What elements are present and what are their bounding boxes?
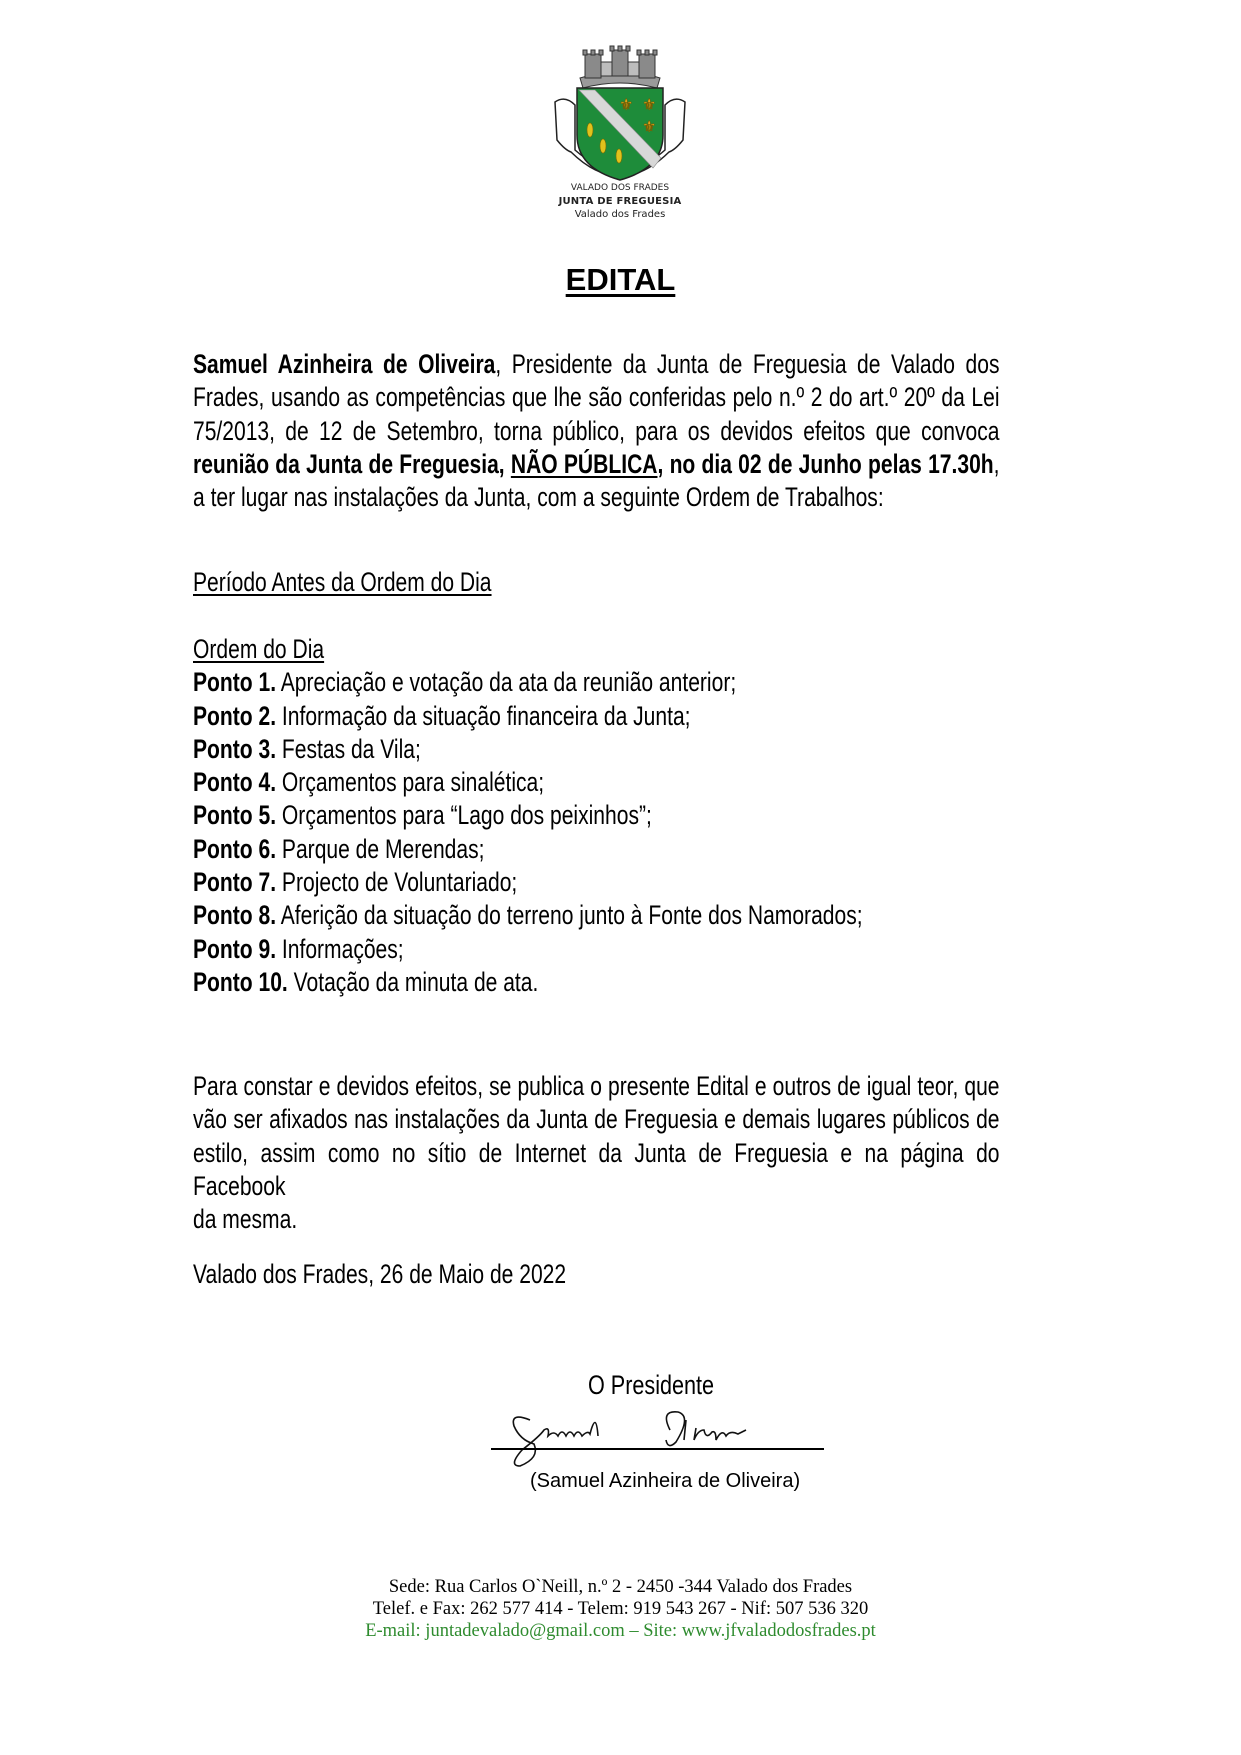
agenda-heading: Ordem do Dia xyxy=(193,634,325,664)
organization-name xyxy=(520,195,720,221)
intro-line-5: a ter lugar nas instalações da Junta, com a seguinte Ordem de Trabalhos: xyxy=(193,482,884,513)
closing-line-3: estilo, assim como no sítio de Internet da Junta de Freguesia e na página do Facebook xyxy=(193,1137,1000,1201)
period-heading xyxy=(193,566,1000,599)
agenda-item xyxy=(193,733,1000,766)
agenda-item-text: Parque de Merendas; xyxy=(276,833,485,864)
handwritten-signature xyxy=(500,1400,830,1470)
meeting-datetime: , no dia 02 de Junho pelas 17.30h xyxy=(657,448,994,479)
agenda-item xyxy=(193,666,1000,699)
agenda-item xyxy=(193,833,1000,866)
agenda-item-label: Ponto 1. xyxy=(193,667,277,698)
agenda-item xyxy=(193,933,1000,966)
agenda-item xyxy=(193,966,1000,999)
agenda-item-text: Apreciação e votação da ata da reunião anterior; xyxy=(276,667,737,698)
svg-text:⚜: ⚜ xyxy=(619,95,634,114)
closing-line-4: da mesma. xyxy=(193,1204,298,1235)
agenda-item xyxy=(193,899,1000,932)
agenda-item-text: Informação da situação financeira da Junta; xyxy=(276,700,691,731)
agenda-list xyxy=(193,666,1000,999)
svg-text:⚜: ⚜ xyxy=(642,95,657,114)
mural-crown-icon xyxy=(580,46,660,88)
agenda-item-label: Ponto 10. xyxy=(193,966,288,997)
president-name: Samuel Azinheira de Oliveira xyxy=(193,349,496,379)
agenda-item-label: Ponto 2. xyxy=(193,700,277,731)
agenda-item-text: Projecto de Voluntariado; xyxy=(276,867,518,898)
agenda-item-label: Ponto 5. xyxy=(193,800,277,831)
document-title: EDITAL xyxy=(565,262,676,297)
closing-line-2: vão ser afixados nas instalações da Junta de Freguesia e demais lugares públicos de xyxy=(193,1104,1000,1135)
closing-paragraph xyxy=(193,1070,1000,1236)
signatory-name: (Samuel Azinheira de Oliveira) xyxy=(530,1470,801,1492)
agenda-item-text: Festas da Vila; xyxy=(276,733,421,764)
agenda-item-text: Votação da minuta de ata. xyxy=(287,966,539,997)
agenda-item-text: Informações; xyxy=(276,933,404,964)
meeting-type: NÃO PÚBLICA xyxy=(510,448,658,479)
footer xyxy=(0,1576,1241,1642)
intro-line-1 xyxy=(193,348,1000,381)
footer-contacts: E-mail: juntadevalado@gmail.com – Site: www.jfvaladodosfrades.pt xyxy=(365,1621,876,1641)
agenda-item xyxy=(193,866,1000,899)
closing-line-1: Para constar e devidos efeitos, se publica o presente Edital e outros de igual teor, que xyxy=(193,1071,1000,1101)
org-line-1: JUNTA DE FREGUESIA xyxy=(558,196,682,207)
org-line-2: Valado dos Frades xyxy=(574,209,666,220)
meeting-text-a: reunião da Junta de Freguesia, xyxy=(193,448,511,479)
intro-line-4-end: , xyxy=(993,448,1000,479)
intro-line-2: Frades, usando as competências que lhe são conferidas pelo n.º 2 do art.º 20º da Lei xyxy=(193,382,1000,413)
agenda-item xyxy=(193,766,1000,799)
intro-line-3: 75/2013, de 12 de Setembro, torna público, para os devidos efeitos que convoca xyxy=(193,415,1000,446)
signature-role: O Presidente xyxy=(588,1370,715,1400)
agenda-item-label: Ponto 8. xyxy=(193,900,277,931)
agenda-item-label: Ponto 3. xyxy=(193,733,277,764)
agenda-item-text: Aferição da situação do terreno junto à Fonte dos Namorados; xyxy=(276,900,863,931)
coat-of-arms-logo xyxy=(545,40,695,200)
agenda-item-text: Orçamentos para sinalética; xyxy=(276,767,545,798)
intro-line-4 xyxy=(193,448,1000,481)
agenda-item xyxy=(193,700,1000,733)
signature-line xyxy=(491,1448,824,1450)
period-heading-text: Período Antes da Ordem do Dia xyxy=(193,567,492,597)
agenda-item-label: Ponto 9. xyxy=(193,933,277,964)
footer-phones: Telef. e Fax: 262 577 414 - Telem: 919 543 267 - Nif: 507 536 320 xyxy=(372,1599,869,1619)
date-line: Valado dos Frades, 26 de Maio de 2022 xyxy=(193,1259,567,1289)
agenda-item xyxy=(193,799,1000,832)
agenda-item-label: Ponto 6. xyxy=(193,833,277,864)
crest-motto: VALADO DOS FRADES xyxy=(570,183,670,193)
agenda-item-label: Ponto 4. xyxy=(193,767,277,798)
intro-paragraph xyxy=(193,348,1000,514)
agenda-item-text: Orçamentos para “Lago dos peixinhos”; xyxy=(276,800,652,831)
agenda xyxy=(193,633,1000,999)
agenda-item-label: Ponto 7. xyxy=(193,867,277,898)
footer-address: Sede: Rua Carlos O`Neill, n.º 2 - 2450 -344 Valado dos Frades xyxy=(388,1577,853,1597)
svg-text:⚜: ⚜ xyxy=(642,117,657,136)
intro-line-1-text: , Presidente da Junta de Freguesia de Valado dos xyxy=(495,349,1000,379)
